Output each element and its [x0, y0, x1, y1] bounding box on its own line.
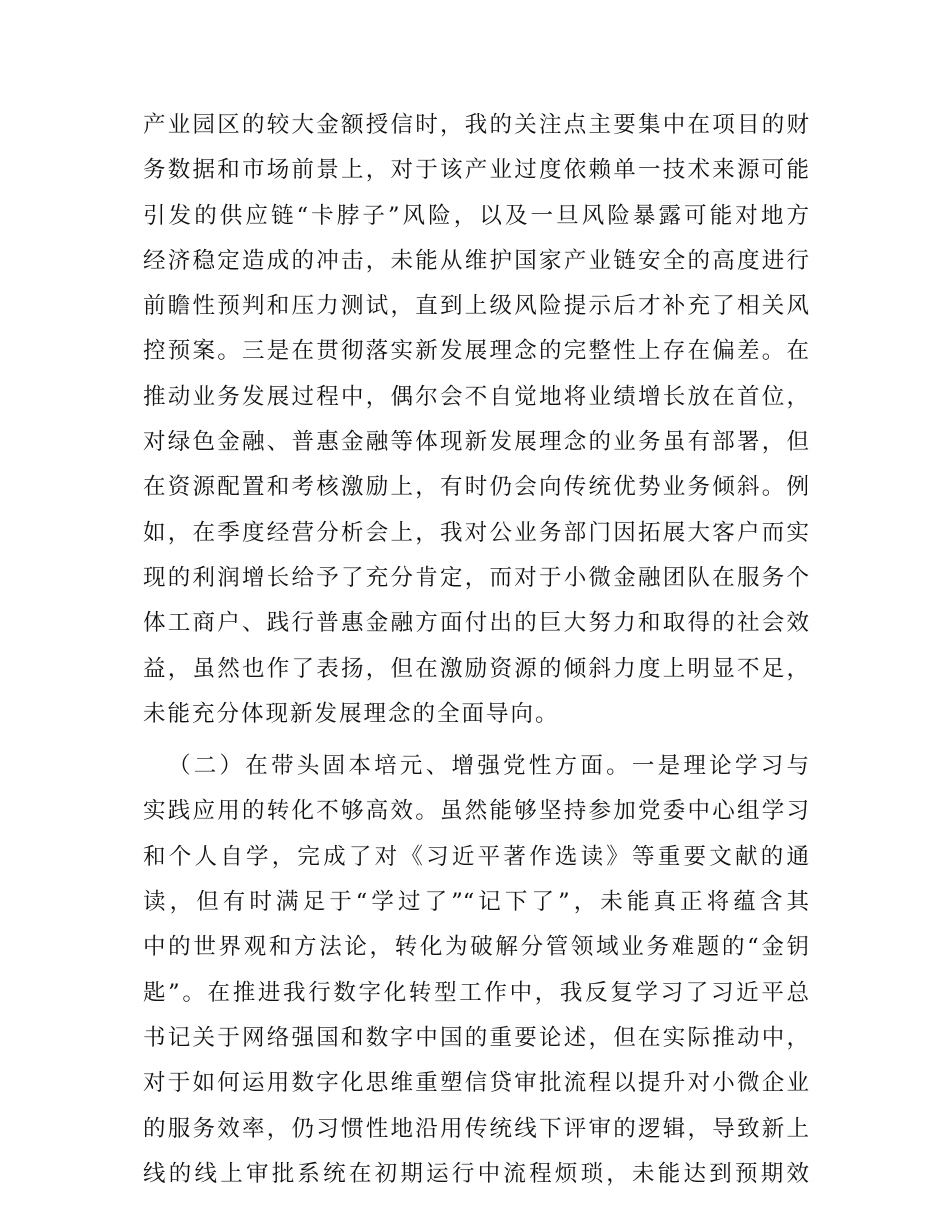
text-line: 前瞻性预判和压力测试，直到上级风险提示后才补充了相关风 [143, 293, 809, 320]
text-line: 的服务效率，仍习惯性地沿用传统线下评审的逻辑，导致新上 [143, 1115, 809, 1142]
text-line: 和个人自学，完成了对《习近平著作选读》等重要文献的通 [143, 843, 809, 870]
text-line: 益，虽然也作了表扬，但在激励资源的倾斜力度上明显不足， [143, 655, 809, 682]
text-line: 中的世界观和方法论，转化为破解分管领域业务难题的“金钥 [143, 934, 809, 961]
text-line: 未能充分体现新发展理念的全面导向。 [143, 700, 560, 727]
text-line: 推动业务发展过程中，偶尔会不自觉地将业绩增长放在首位， [143, 383, 809, 410]
text-line: 在资源配置和考核激励上，有时仍会向传统优势业务倾斜。例 [143, 474, 809, 501]
text-line: 对绿色金融、普惠金融等体现新发展理念的业务虽有部署，但 [143, 429, 809, 456]
text-line: 书记关于网络强国和数字中国的重要论述，但在实际推动中， [143, 1024, 809, 1051]
text-line: 线的线上审批系统在初期运行中流程烦琐，未能达到预期效 [143, 1160, 809, 1187]
text-line: 实践应用的转化不够高效。虽然能够坚持参加党委中心组学习 [143, 798, 809, 825]
text-line: 经济稳定造成的冲击，未能从维护国家产业链安全的高度进行 [143, 247, 809, 274]
text-line: 现的利润增长给予了充分肯定，而对于小微金融团队在服务个 [143, 564, 809, 591]
text-line: 读，但有时满足于“学过了”“记下了”，未能真正将蕴含其 [143, 889, 809, 916]
text-line: 体工商户、践行普惠金融方面付出的巨大努力和取得的社会效 [143, 610, 809, 637]
text-line: （二）在带头固本培元、增强党性方面。一是理论学习与 [168, 753, 809, 780]
paragraph-1 [143, 103, 809, 737]
text-line: 控预案。三是在贯彻落实新发展理念的完整性上存在偏差。在 [143, 338, 809, 365]
text-line: 如，在季度经营分析会上，我对公业务部门因拓展大客户而实 [143, 519, 809, 546]
text-line: 务数据和市场前景上，对于该产业过度依赖单一技术来源可能 [143, 157, 809, 184]
text-line: 产业园区的较大金额授信时，我的关注点主要集中在项目的财 [143, 112, 809, 138]
paragraph-2 [143, 744, 809, 1197]
text-line: 引发的供应链“卡脖子”风险，以及一旦风险暴露可能对地方 [143, 202, 809, 229]
text-line: 匙”。在推进我行数字化转型工作中，我反复学习了习近平总 [143, 979, 809, 1006]
text-line: 对于如何运用数字化思维重塑信贷审批流程以提升对小微企业 [143, 1070, 809, 1097]
